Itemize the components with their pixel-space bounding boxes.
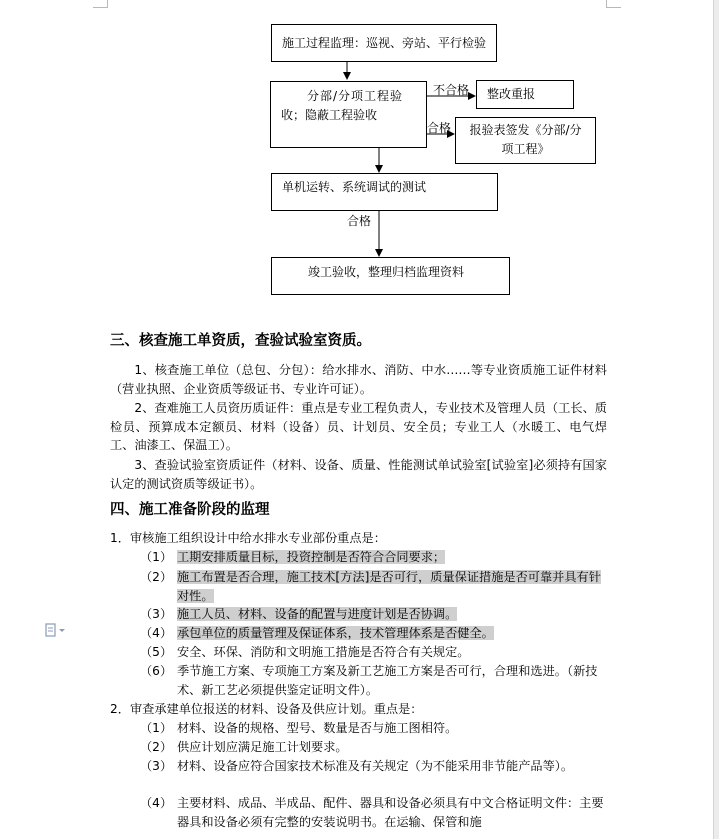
list-item-text: 施工布置是否合理，施工技术[方法]是否可行，质量保证措施是否可靠并具有针对性。 xyxy=(177,570,601,603)
flow-box-acceptance xyxy=(270,81,427,148)
list-item-number: （2） xyxy=(140,570,173,584)
list-item-text: 施工人员、材料、设备的配置与进度计划是否协调。 xyxy=(177,607,458,621)
list-item-number: （2） xyxy=(140,740,173,754)
list-item-number: （4） xyxy=(140,626,173,640)
flow-box-text-line: 分部/分项工程验 xyxy=(307,89,404,103)
section-heading: 三、核查施工单资质，查验试验室资质。 xyxy=(110,332,371,349)
flow-box-text: 整改重报 xyxy=(487,87,536,101)
list-item-number: （3） xyxy=(140,759,173,773)
list-title: 2．审查承建单位报送的材料、设备及供应计划。重点是： xyxy=(110,702,423,716)
flow-label-pass: 合格 xyxy=(347,214,372,228)
paragraph: 3、查验试验室资质证件（材料、设备、质量、性能测试单试验室[试验室]必须持有国家认定的测试资质等级证书）。 xyxy=(110,458,607,491)
list-item-number: （6） xyxy=(140,664,173,678)
list-item-text: 季节施工方案、专项施工方案及新工艺施工方案是否可行，合理和选进。（新技术、新工艺必须提供鉴定证明文件）。 xyxy=(177,664,598,697)
list-item-number: （3） xyxy=(140,607,173,621)
flow-label-pass: 合格 xyxy=(427,121,452,135)
list-item-text: 材料、设备的规格、型号、数量是否与施工图相符。 xyxy=(177,721,458,735)
flow-box-text-line: 报验表签发《分部/分 xyxy=(469,123,582,137)
flow-box-rectify xyxy=(476,80,574,109)
section-heading: 四、施工准备阶段的监理 xyxy=(110,501,270,518)
paragraph: 2、查难施工人员资历质证件：重点是专业工程负责人，专业技术及管理人员（工长、质检员、预算成本定额员、材料（设备）员、计划员、安全员；专业工人（水暖工、电气焊工、油漆工、保温工）。 xyxy=(110,401,607,452)
flow-box-text-line: 项工程》 xyxy=(501,142,550,156)
list-item-text: 主要材料、成品、半成品、配件、器具和设备必须具有中文合格证明文件：主要器具和设备必须有完整的安装说明书。在运输、保管和施 xyxy=(177,796,604,829)
list-item-number: （1） xyxy=(140,721,173,735)
list-title: 1．审核施工组织设计中给水排水专业部份重点是： xyxy=(110,531,386,545)
flow-label-fail: 不合格 xyxy=(433,83,470,97)
flow-box-text: 施工过程监理：巡视、旁站、平行检验 xyxy=(282,36,487,50)
list-item-text: 供应计划应满足施工计划要求。 xyxy=(177,740,348,754)
flow-box-text-line: 收；隐蔽工程验收 xyxy=(281,108,378,122)
list-item-text: 安全、环保、消防和文明施工措施是否符合有关规定。 xyxy=(177,645,470,659)
flow-box-sign-form xyxy=(455,117,596,164)
list-item-text: 材料、设备应符合国家技术标准及有关规定（为不能采用非节能产品等）。 xyxy=(177,759,574,773)
list-item-text: 承包单位的质量管理及保证体系，技术管理体系是否健全。 xyxy=(177,626,494,640)
list-item-text: 工期安排质量目标，投资控制是否符合合同要求； xyxy=(177,550,446,564)
flow-box-text: 竣工验收，整理归档监理资料 xyxy=(308,265,465,279)
list-item-number: （1） xyxy=(140,550,173,564)
flow-box-completion xyxy=(271,257,510,295)
paragraph: 1、核查施工单位（总包、分包）：给水排水、消防、中水……等专业资质施工证件材料（营业执照、企业资质等级证书、专业许可证）。 xyxy=(110,363,607,396)
list-item-number: （4） xyxy=(140,796,173,810)
paste-options-icon[interactable] xyxy=(45,623,67,641)
flow-box-system-test xyxy=(271,173,498,211)
flow-box-text: 单机运转、系统调试的测试 xyxy=(282,180,427,194)
flow-box-process-supervision xyxy=(271,24,497,62)
list-item-number: （5） xyxy=(140,645,173,659)
